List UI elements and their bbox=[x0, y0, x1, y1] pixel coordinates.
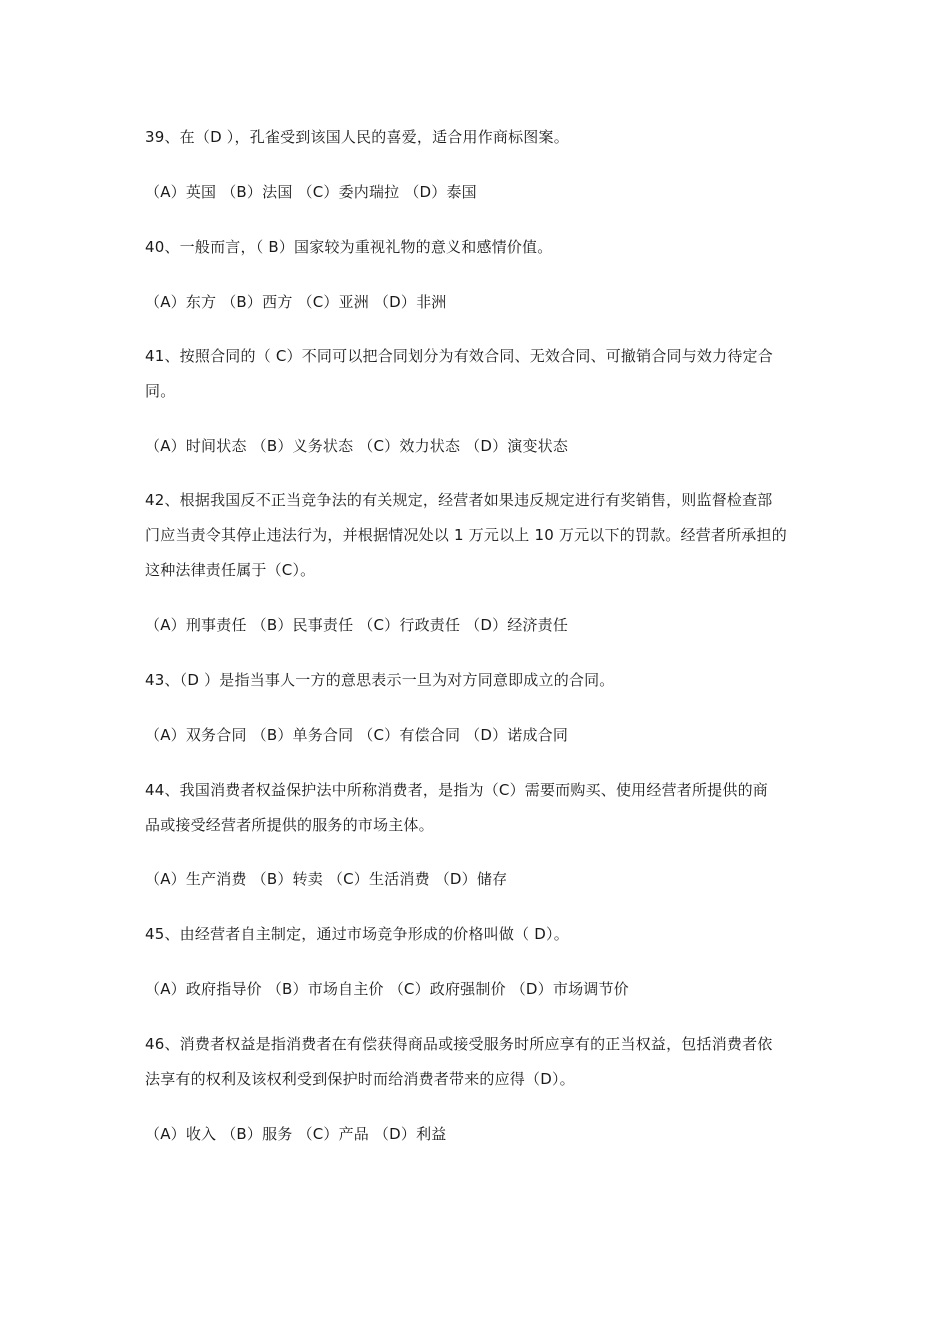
question-45-stem: 45、由经营者自主制定，通过市场竞争形成的价格叫做（ D）。 bbox=[145, 925, 569, 943]
question-39-options: （A）英国 （B）法国 （C）委内瑞拉 （D）泰国 bbox=[145, 183, 477, 201]
question-42-stem-line-1: 42、根据我国反不正当竞争法的有关规定，经营者如果违反规定进行有奖销售，则监督检查部 bbox=[145, 491, 773, 509]
question-46-options: （A）收入 （B）服务 （C）产品 （D）利益 bbox=[145, 1125, 447, 1143]
question-41-stem-line-2: 同。 bbox=[145, 382, 176, 400]
question-44-stem-line-1: 44、我国消费者权益保护法中所称消费者，是指为（C）需要而购买、使用经营者所提供的商 bbox=[145, 781, 768, 799]
question-41-options: （A）时间状态 （B）义务状态 （C）效力状态 （D）演变状态 bbox=[145, 437, 569, 455]
question-43-options: （A）双务合同 （B）单务合同 （C）有偿合同 （D）诺成合同 bbox=[145, 726, 569, 744]
question-42-stem-line-3: 这种法律责任属于（C）。 bbox=[145, 561, 316, 579]
question-44-stem-line-2: 品或接受经营者所提供的服务的市场主体。 bbox=[145, 816, 434, 834]
question-42-stem-line-2: 门应当责令其停止违法行为，并根据情况处以 1 万元以上 10 万元以下的罚款。经营者所承担的 bbox=[145, 526, 787, 544]
question-46-stem-line-2: 法享有的权利及该权利受到保护时而给消费者带来的应得（D）。 bbox=[145, 1070, 575, 1088]
question-42-options: （A）刑事责任 （B）民事责任 （C）行政责任 （D）经济责任 bbox=[145, 616, 569, 634]
question-39-stem: 39、在（D ），孔雀受到该国人民的喜爱，适合用作商标图案。 bbox=[145, 128, 569, 146]
question-40-stem: 40、一般而言，（ B）国家较为重视礼物的意义和感情价值。 bbox=[145, 238, 553, 256]
question-40-options: （A）东方 （B）西方 （C）亚洲 （D）非洲 bbox=[145, 293, 447, 311]
question-46-stem-line-1: 46、消费者权益是指消费者在有偿获得商品或接受服务时所应享有的正当权益，包括消费者依 bbox=[145, 1035, 773, 1053]
question-45-options: （A）政府指导价 （B）市场自主价 （C）政府强制价 （D）市场调节价 bbox=[145, 980, 629, 998]
question-44-options: （A）生产消费 （B）转卖 （C）生活消费 （D）储存 bbox=[145, 870, 508, 888]
question-43-stem: 43、（D ）是指当事人一方的意思表示一旦为对方同意即成立的合同。 bbox=[145, 671, 615, 689]
question-41-stem-line-1: 41、按照合同的（ C）不同可以把合同划分为有效合同、无效合同、可撤销合同与效力待定合 bbox=[145, 347, 773, 365]
